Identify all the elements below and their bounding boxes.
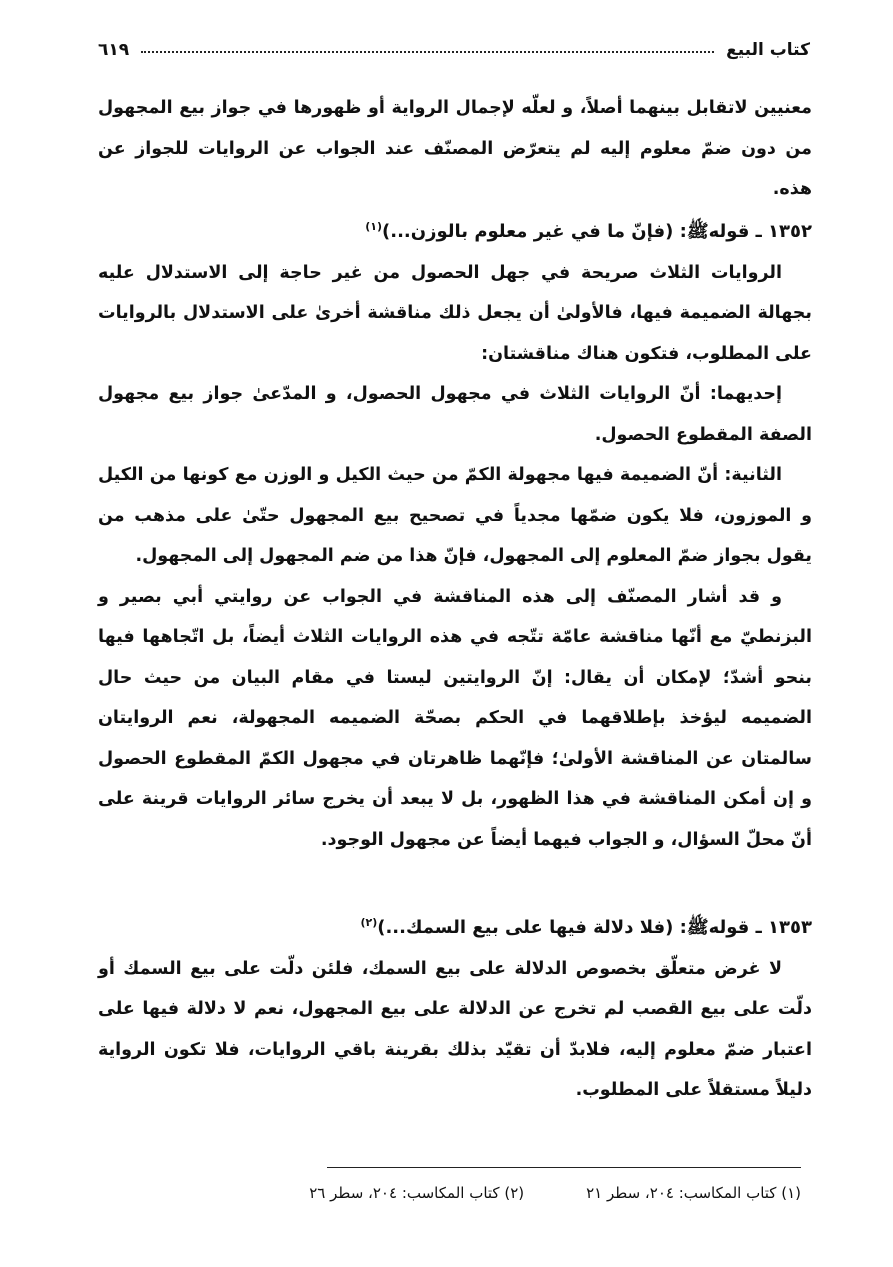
paragraph: لا غرض متعلّق بخصوص الدلالة على بيع السمك، فلئن دلّت على بيع السمك أو دلّت على بيع القصب لم تخرج عن الدلالة على بيع المجهول، نعم لا دلالة فيها على اعتبار ضمّ معلوم إليه، فلابدّ أن تقيّد بذلك بقرينة باقي الروايات، فلا تكون الرواية دليلاً مستقلاً على المطلوب. [98,958,812,1100]
footnote-2: (٢) كتاب المكاسب: ٢٠٤، سطر ٢٦ [309,1184,525,1202]
footnote-separator [327,1167,801,1168]
header-dotted-leader [141,51,714,53]
section-1352 [98,212,812,860]
paragraph: الثانية: أنّ الضميمة فيها مجهولة الكمّ من حيث الكيل و الوزن مع كونها من الكيل و الموزون، فلا يكون ضمّها مجدياً في تصحيح بيع المجهول حتّىٰ على مذهب من يقول بجواز ضمّ المعلوم إلى المجهول، فإنّ هذا من ضم المجهول إلى المجهول. [98,465,812,566]
section-heading-text: ١٣٥٣ ـ قوله‌ﷺ: (فلا دلالة فيها على بيع السمك...) [377,917,812,938]
section-1353 [98,908,812,1111]
footnote-1: (١) كتاب المكاسب: ٢٠٤، سطر ٢١ [586,1184,801,1202]
footnotes [81,1178,801,1208]
section-heading [98,212,812,253]
section-heading-text: ١٣٥٢ ـ قوله‌ﷺ: (فإنّ ما في غير معلوم بالوزن...) [382,221,812,242]
intro-paragraph: معنيين لاتقابل بينهما أصلاً، و لعلّه لإجمال الرواية أو ظهورها في جواز بيع المجهول من دون ضمّ معلوم إليه لم يتعرّض المصنّف عند الجواب عن الروايات للجواز عن هذه. [98,98,812,199]
paragraph: و قد أشار المصنّف إلى هذه المناقشة في الجواب عن روايتي أبي بصير و البزنطيّ مع أنّها مناقشة عامّة تتّجه في هذه الروايات الثلاث أيضاً، بل اتّجاهها فيها بنحو أشدّ؛ لإمكان أن يقال: إنّ الروايتين ليستا في مقام البيان من حيث حال الضميمه ليؤخذ بإطلاقهما في الحكم بصحّة الضميمه المجهولة، نعم الروايتان سالمتان عن المناقشة الأولىٰ؛ فإنّهما ظاهرتان في مجهول الكمّ المقطوع الحصول و إن أمكن المناقشة في هذا الظهور، بل لا يبعد أن يخرج سائر الروايات قرينة على أنّ محلّ السؤال، و الجواب فيهما أيضاً عن مجهول الوجود. [98,586,812,850]
footnote-ref-2: (٢) [360,916,378,929]
paragraph: إحديهما: أنّ الروايات الثلاث في مجهول الحصول، و المدّعىٰ جواز بيع مجهول الصفة المقطوع الحصول. [98,384,812,445]
footnote-ref-1: (١) [365,220,383,233]
paragraph: الروايات الثلاث صريحة في جهل الحصول من غير حاجة إلى الاستدلال عليه بجهالة الضميمة فيها، فالأولىٰ أن يجعل ذلك مناقشة أخرىٰ على الاستدلال بالروايات على المطلوب، فتكون هناك مناقشتان: [98,262,812,364]
running-header [98,36,810,64]
section-heading [98,908,812,949]
running-title: كتاب البيع [726,40,810,60]
intro-block [98,88,812,210]
page-number: ٦١٩ [98,40,130,60]
